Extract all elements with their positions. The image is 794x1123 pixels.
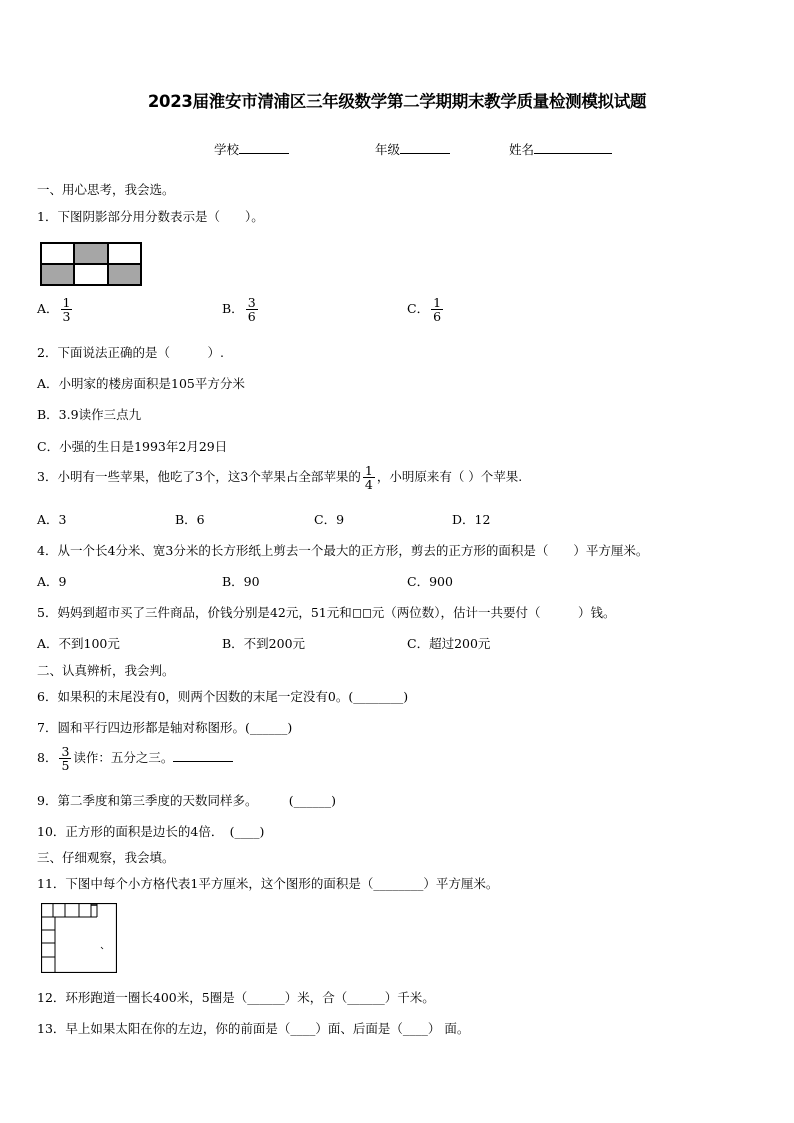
q5-stem-pre: 5．妈妈到超市买了三件商品，价钱分别是42元，51元和 (37, 605, 352, 620)
q8-blank (173, 749, 233, 762)
q5-option-c: C．超过200元 (407, 636, 491, 651)
digit-box (363, 609, 371, 618)
name-field (509, 140, 612, 158)
numerator: 3 (247, 295, 256, 310)
q5-option-a: A．不到100元 (37, 636, 120, 651)
fraction (431, 296, 443, 323)
q2-stem: 2．下面说法正确的是（ ）. (37, 345, 224, 360)
school-field (214, 140, 289, 158)
fraction (59, 745, 71, 772)
section-2-heading: 二、认真辨析，我会判。 (37, 663, 175, 678)
section-1-heading: 一、用心思考，我会选。 (37, 182, 175, 197)
digit-box (353, 609, 361, 618)
q5-option-b: B．不到200元 (222, 636, 306, 651)
grade-blank (400, 141, 450, 154)
q4-option-a: A．9 (37, 574, 67, 589)
grade-field (375, 140, 450, 158)
option-label: C． (407, 301, 430, 317)
grade-label: 年级 (375, 142, 401, 157)
q3-option-d: D．12 (452, 512, 491, 527)
q4-stem: 4．从一个长4分米、宽3分米的长方形纸上剪去一个最大的正方形，剪去的正方形的面积是（ ）平方厘米。 (37, 543, 649, 558)
name-blank (534, 141, 612, 154)
q2-option-b: B．3.9读作三点九 (37, 407, 142, 422)
q12: 12．环形跑道一圈长400米，5圈是（______）米，合（______）千米。 (37, 990, 435, 1005)
section-3-heading: 三、仔细观察，我会填。 (37, 850, 175, 865)
grid-cell (41, 243, 74, 264)
q8 (37, 745, 233, 772)
grid-cell-shaded (108, 264, 141, 285)
name-label: 姓名 (509, 142, 535, 157)
school-label: 学校 (214, 142, 240, 157)
page-title: 2023届淮安市清浦区三年级数学第二学期期末教学质量检测模拟试题 (147, 92, 647, 111)
fraction (246, 296, 258, 323)
q11: 11．下图中每个小方格代表1平方厘米，这个图形的面积是（________）平方厘米。 (37, 876, 499, 891)
school-blank (239, 141, 289, 154)
q3-stem-post: ，小明原来有（ ）个苹果. (376, 469, 523, 485)
q1-option-b (222, 296, 260, 323)
q8-label: 8． (37, 750, 58, 766)
q11-grid-figure (41, 903, 117, 973)
q4-option-c: C．900 (407, 574, 453, 589)
q2-option-a: A．小明家的楼房面积是105平方分米 (37, 376, 245, 391)
denominator: 3 (62, 309, 71, 325)
q5-stem-post: 元（两位数），估计一共要付（ ）钱。 (371, 605, 616, 620)
q3-stem (37, 464, 522, 491)
q1-shaded-grid-figure (40, 242, 142, 286)
grid-cell-shaded (41, 264, 74, 285)
fraction (363, 464, 375, 491)
q13: 13．早上如果太阳在你的左边，你的前面是（____）面、后面是（____） 面。 (37, 1021, 470, 1036)
q2-option-c: C．小强的生日是1993年2月29日 (37, 439, 228, 454)
numerator: 1 (433, 295, 442, 310)
numerator: 1 (62, 295, 71, 310)
grid-cell (108, 243, 141, 264)
denominator: 6 (247, 309, 256, 325)
numerator: 1 (364, 463, 373, 478)
q3-stem-pre: 3．小明有一些苹果，他吃了3个，这3个苹果占全部苹果的 (37, 469, 361, 485)
q3-option-c: C．9 (314, 512, 345, 527)
q3-option-a: A．3 (37, 512, 67, 527)
q1-option-c (407, 296, 445, 323)
q6: 6．如果积的末尾没有0，则两个因数的末尾一定没有0。(________) (37, 689, 409, 704)
q3-option-b: B．6 (175, 512, 205, 527)
q8-rest: 读作：五分之三。 (73, 750, 174, 766)
q1-stem: 1．下图阴影部分用分数表示是（ ）。 (37, 209, 264, 224)
option-label: B． (222, 301, 244, 317)
denominator: 4 (364, 477, 373, 493)
numerator: 3 (61, 744, 70, 759)
grid-cell (74, 264, 107, 285)
grid-cell-shaded (74, 243, 107, 264)
q10: 10．正方形的面积是边长的4倍． (____) (37, 824, 265, 839)
q1-option-a (37, 296, 74, 323)
q4-option-b: B．90 (222, 574, 260, 589)
fraction (61, 296, 73, 323)
denominator: 6 (433, 309, 442, 325)
q7: 7．圆和平行四边形都是轴对称图形。(______) (37, 720, 293, 735)
q5-stem (37, 603, 616, 621)
denominator: 5 (61, 758, 70, 774)
option-label: A． (37, 301, 59, 317)
q9: 9．第二季度和第三季度的天数同样多。 (______) (37, 793, 336, 808)
